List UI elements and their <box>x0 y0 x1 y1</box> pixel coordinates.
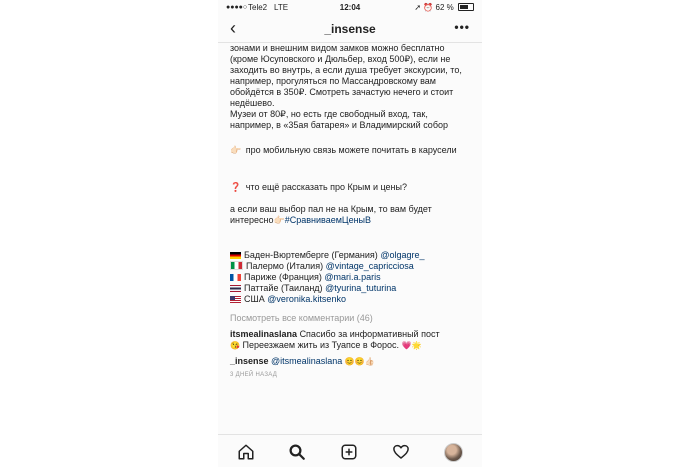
user-mention-link[interactable]: @olgagre_ <box>380 250 425 260</box>
bottom-tab-bar <box>218 434 482 467</box>
thailand-flag-icon <box>230 285 241 292</box>
search-icon[interactable] <box>288 443 306 461</box>
phone-screen <box>218 0 482 467</box>
user-mention-link[interactable]: @vintage_capricciosa <box>325 261 414 271</box>
city-item <box>230 283 462 294</box>
smile-thumbs-emoji-icon: 😊😊👍🏻 <box>344 357 375 366</box>
caption-text: а если ваш выбор пал не на Крым, то вам будет интересно <box>230 204 432 225</box>
comment-username[interactable]: itsmealinaslana <box>230 329 298 339</box>
city-label: Баден-Вюртемберге (Германия) <box>244 250 378 260</box>
pointing-hand-icon: 👉🏻 <box>273 215 285 225</box>
city-item <box>230 261 462 272</box>
caption-paragraph: зонами и внешним видом замков можно бесплатно (кроме Юсуповского и Дюльбер, вход 500₽), если не заходить во внутрь, а если душа требует экскурсии, то, например, прогуляться по Массандровскому вам обойдётся в 350₽. Смотреть зачастую нечего и стоит недёшево. <box>230 43 462 108</box>
network-label: LTE <box>274 3 289 12</box>
carrier-label: Tele2 <box>248 3 268 12</box>
hashtag-link[interactable]: #СравниваемЦеныВ <box>284 215 372 225</box>
battery-percent: 62 % <box>435 3 454 12</box>
heart-icon[interactable] <box>392 443 410 461</box>
city-item <box>230 294 462 305</box>
italy-flag-icon <box>230 261 243 270</box>
kiss-emoji-icon: 😘 <box>230 341 240 350</box>
page-title[interactable]: _insense <box>324 22 376 36</box>
profile-avatar[interactable] <box>444 443 463 462</box>
user-mention-link[interactable]: @tyurina_tuturina <box>325 283 397 293</box>
clock: 12:04 <box>339 3 361 12</box>
user-mention-link[interactable]: @itsmealinaslana <box>271 356 343 366</box>
post-date: 3 ДНЕЙ НАЗАД <box>230 372 278 378</box>
nav-bar <box>218 16 482 43</box>
germany-flag-icon <box>230 252 241 259</box>
question-mark-icon: ❓ <box>230 182 242 192</box>
pointing-hand-icon: 👉🏻 <box>230 145 242 155</box>
signal-icon: ●●●●○ <box>226 4 248 11</box>
caption-paragraph <box>230 204 462 226</box>
add-post-icon[interactable] <box>340 443 358 461</box>
status-right <box>414 3 474 12</box>
city-label: Палермо (Италия) <box>246 261 324 271</box>
city-list <box>230 250 462 305</box>
caption-paragraph <box>230 182 462 193</box>
comment-item <box>230 329 462 351</box>
comment-item <box>230 356 462 367</box>
comment-text: Переезжаем жить из Туапсе в Форос. <box>242 340 400 350</box>
caption-paragraph <box>230 145 462 156</box>
back-chevron-icon[interactable]: ‹ <box>230 18 236 38</box>
status-indicators-icon: ➚ ⏰ <box>414 3 434 12</box>
status-bar <box>218 3 482 15</box>
city-label: Париже (Франция) <box>244 272 322 282</box>
post-caption <box>230 43 462 381</box>
city-label: Паттайе (Таиланд) <box>244 283 323 293</box>
france-flag-icon <box>230 274 241 281</box>
city-item <box>230 250 462 261</box>
caption-text: что ещё рассказать про Крым и цены? <box>245 182 407 192</box>
caption-paragraph: Музеи от 80₽, но есть где свободный вход, так, например, в «35ая батарея» и Владимирский собор <box>230 109 448 130</box>
comment-text: Спасибо за информативный пост <box>299 329 440 339</box>
view-all-comments-link[interactable]: Посмотреть все комментарии (46) <box>230 313 373 323</box>
user-mention-link[interactable]: @veronika.kitsenko <box>267 294 346 304</box>
comment-username[interactable]: _insense <box>230 356 269 366</box>
more-options-icon[interactable]: ••• <box>454 20 470 34</box>
heart-star-emoji-icon: 💗🌟 <box>401 341 422 350</box>
caption-text: про мобильную связь можете почитать в карусели <box>245 145 457 155</box>
city-label: США <box>244 294 265 304</box>
battery-icon <box>458 3 474 11</box>
home-icon[interactable] <box>237 443 255 461</box>
city-item <box>230 272 462 283</box>
user-mention-link[interactable]: @mari.a.paris <box>324 272 381 282</box>
usa-flag-icon <box>230 296 241 303</box>
